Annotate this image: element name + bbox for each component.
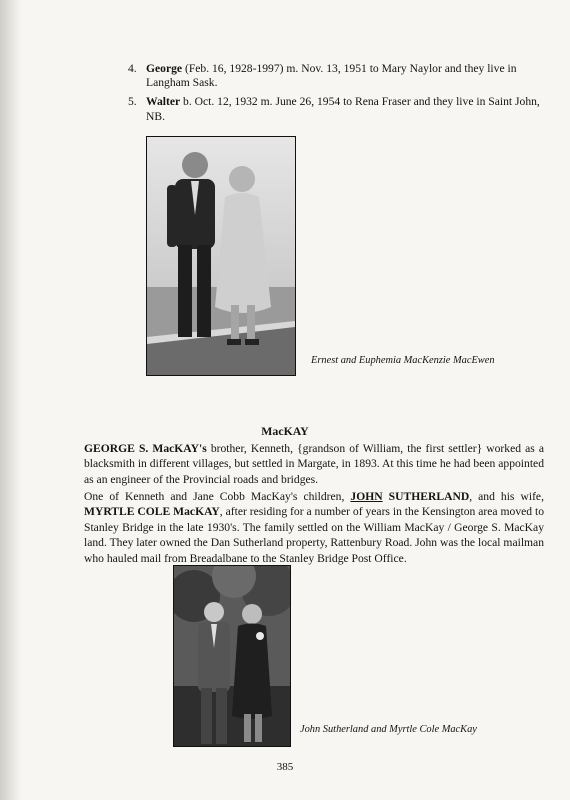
person-name: SUTHERLAND — [382, 490, 470, 503]
paragraph-text: brother, Kenneth, {grandson of William, the first settler} worked as a blacksmith in different villages, but settled in Margate, in 1893. At this time he had been appointed as an engineer of the Provincial roads and bridges. — [84, 442, 545, 486]
paragraph-text: , and his wife, — [469, 490, 544, 503]
child-name: George — [146, 62, 183, 75]
list-item — [128, 62, 548, 90]
photo-ernest-euphemia — [146, 136, 296, 376]
person-name: MYRTLE COLE MacKAY — [84, 505, 220, 519]
paragraph-text: One of Kenneth and Jane Cobb MacKay's children, — [84, 490, 351, 503]
list-number: 4. — [128, 62, 137, 75]
child-name: Walter — [146, 95, 181, 109]
person-name: JOHN — [350, 490, 383, 503]
children-list — [128, 62, 548, 129]
photo-john-myrtle — [173, 565, 291, 747]
page-number: 385 — [276, 761, 294, 773]
child-details: b. Oct. 12, 1932 m. June 26, 1954 to Rena Fraser and they live in Saint John, NB. — [146, 95, 540, 123]
person-name: GEORGE S. MacKAY's — [84, 442, 207, 455]
list-number: 5. — [128, 95, 137, 109]
scan-edge-shadow — [0, 0, 22, 800]
photo-caption: Ernest and Euphemia MacKenzie MacEwen — [311, 355, 495, 366]
section-heading: MacKAY — [261, 424, 309, 438]
child-details: (Feb. 16, 1928-1997) m. Nov. 13, 1951 to Mary Naylor and they live in Langham Sask. — [146, 62, 517, 90]
paragraph — [84, 489, 544, 566]
paragraph — [84, 441, 544, 487]
list-item — [128, 95, 548, 123]
paragraph-text: , after residing for a number of years in the Kensington area moved to Stanley Bridge in the late 1930's. The family settled on the William MacKay / George S. MacKay land. They later owned the Dan Sutherland property, Rattenbury Road. John was the local mailman who hauled mail from Breadalbane to the Stanley Bridge Post Office. — [84, 505, 545, 565]
photo-caption: John Sutherland and Myrtle Cole MacKay — [300, 724, 477, 735]
